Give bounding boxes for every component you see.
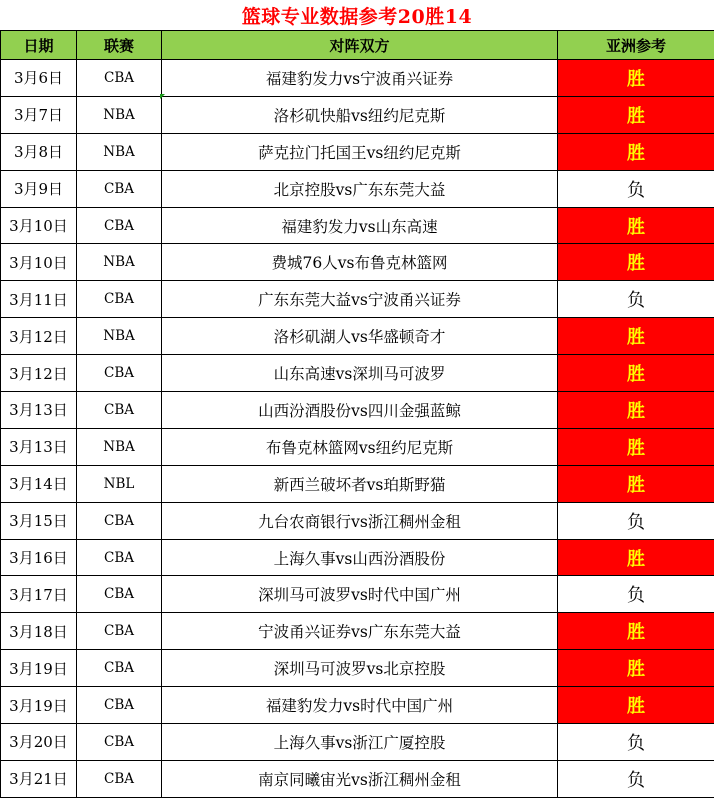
cell-match: 深圳马可波罗vs北京控股 bbox=[162, 650, 558, 687]
cell-league: CBA bbox=[77, 576, 162, 613]
cell-result: 负 bbox=[558, 576, 714, 613]
cell-result: 负 bbox=[558, 502, 714, 539]
cell-result: 胜 bbox=[558, 133, 714, 170]
cell-match: 福建豹发力vs宁波甬兴证券 bbox=[162, 60, 558, 97]
table-row bbox=[1, 170, 714, 207]
table-body bbox=[1, 60, 714, 798]
cell-date: 3月11日 bbox=[1, 281, 77, 318]
cell-date: 3月18日 bbox=[1, 613, 77, 650]
cell-match: 洛杉矶快船vs纽约尼克斯 bbox=[162, 96, 558, 133]
table-row bbox=[1, 687, 714, 724]
cell-match: 洛杉矶湖人vs华盛顿奇才 bbox=[162, 318, 558, 355]
cell-result: 胜 bbox=[558, 318, 714, 355]
cell-date: 3月19日 bbox=[1, 650, 77, 687]
cell-date: 3月10日 bbox=[1, 244, 77, 281]
cell-league: CBA bbox=[77, 539, 162, 576]
cell-date: 3月9日 bbox=[1, 170, 77, 207]
cell-league: CBA bbox=[77, 724, 162, 761]
cell-date: 3月13日 bbox=[1, 392, 77, 429]
table-row bbox=[1, 355, 714, 392]
cell-league: CBA bbox=[77, 60, 162, 97]
cell-league: CBA bbox=[77, 355, 162, 392]
table-row bbox=[1, 133, 714, 170]
header-row bbox=[1, 31, 714, 60]
cell-league: NBA bbox=[77, 428, 162, 465]
table-row bbox=[1, 281, 714, 318]
cell-date: 3月14日 bbox=[1, 465, 77, 502]
cell-league: CBA bbox=[77, 502, 162, 539]
cell-date: 3月17日 bbox=[1, 576, 77, 613]
cell-result: 负 bbox=[558, 170, 714, 207]
cell-date: 3月7日 bbox=[1, 96, 77, 133]
cell-match: 九台农商银行vs浙江稠州金租 bbox=[162, 502, 558, 539]
table-row bbox=[1, 96, 714, 133]
cell-match: 山东高速vs深圳马可波罗 bbox=[162, 355, 558, 392]
cell-league: CBA bbox=[77, 392, 162, 429]
cell-match: 新西兰破坏者vs珀斯野猫 bbox=[162, 465, 558, 502]
header-league: 联赛 bbox=[77, 31, 162, 60]
table-row bbox=[1, 502, 714, 539]
table-row bbox=[1, 760, 714, 797]
cell-match: 深圳马可波罗vs时代中国广州 bbox=[162, 576, 558, 613]
cell-comment-marker bbox=[160, 94, 165, 99]
cell-league: NBA bbox=[77, 96, 162, 133]
table-row bbox=[1, 392, 714, 429]
table-row bbox=[1, 318, 714, 355]
cell-match: 北京控股vs广东东莞大益 bbox=[162, 170, 558, 207]
cell-league: CBA bbox=[77, 613, 162, 650]
results-table bbox=[0, 30, 714, 798]
table-row bbox=[1, 207, 714, 244]
cell-result: 胜 bbox=[558, 96, 714, 133]
table-row bbox=[1, 244, 714, 281]
table-header bbox=[1, 31, 714, 60]
cell-match: 费城76人vs布鲁克林篮网 bbox=[162, 244, 558, 281]
cell-league: CBA bbox=[77, 687, 162, 724]
cell-match: 南京同曦宙光vs浙江稠州金租 bbox=[162, 760, 558, 797]
cell-result: 胜 bbox=[558, 60, 714, 97]
cell-match: 上海久事vs山西汾酒股份 bbox=[162, 539, 558, 576]
header-ref: 亚洲参考 bbox=[558, 31, 714, 60]
cell-result: 负 bbox=[558, 281, 714, 318]
cell-result: 胜 bbox=[558, 428, 714, 465]
cell-date: 3月12日 bbox=[1, 318, 77, 355]
cell-result: 胜 bbox=[558, 392, 714, 429]
table-row bbox=[1, 576, 714, 613]
cell-date: 3月20日 bbox=[1, 724, 77, 761]
cell-result: 胜 bbox=[558, 650, 714, 687]
cell-result: 胜 bbox=[558, 613, 714, 650]
cell-league: CBA bbox=[77, 170, 162, 207]
cell-date: 3月12日 bbox=[1, 355, 77, 392]
cell-league: CBA bbox=[77, 760, 162, 797]
cell-match: 宁波甬兴证券vs广东东莞大益 bbox=[162, 613, 558, 650]
table-row bbox=[1, 613, 714, 650]
cell-match: 广东东莞大益vs宁波甬兴证券 bbox=[162, 281, 558, 318]
cell-date: 3月8日 bbox=[1, 133, 77, 170]
cell-result: 胜 bbox=[558, 687, 714, 724]
cell-league: CBA bbox=[77, 650, 162, 687]
cell-result: 胜 bbox=[558, 207, 714, 244]
table-row bbox=[1, 724, 714, 761]
cell-result: 负 bbox=[558, 760, 714, 797]
cell-league: CBA bbox=[77, 281, 162, 318]
cell-match: 福建豹发力vs山东高速 bbox=[162, 207, 558, 244]
cell-league: NBA bbox=[77, 133, 162, 170]
cell-league: NBL bbox=[77, 465, 162, 502]
cell-result: 胜 bbox=[558, 539, 714, 576]
cell-result: 负 bbox=[558, 724, 714, 761]
cell-match: 上海久事vs浙江广厦控股 bbox=[162, 724, 558, 761]
cell-date: 3月13日 bbox=[1, 428, 77, 465]
sheet-title: 篮球专业数据参考20胜14 bbox=[0, 0, 714, 30]
cell-result: 胜 bbox=[558, 244, 714, 281]
table-row bbox=[1, 428, 714, 465]
table-row bbox=[1, 60, 714, 97]
cell-date: 3月15日 bbox=[1, 502, 77, 539]
cell-date: 3月6日 bbox=[1, 60, 77, 97]
header-match: 对阵双方 bbox=[162, 31, 558, 60]
cell-league: NBA bbox=[77, 318, 162, 355]
cell-date: 3月19日 bbox=[1, 687, 77, 724]
header-date: 日期 bbox=[1, 31, 77, 60]
cell-date: 3月16日 bbox=[1, 539, 77, 576]
cell-result: 胜 bbox=[558, 465, 714, 502]
cell-date: 3月21日 bbox=[1, 760, 77, 797]
cell-match: 萨克拉门托国王vs纽约尼克斯 bbox=[162, 133, 558, 170]
cell-match: 福建豹发力vs时代中国广州 bbox=[162, 687, 558, 724]
cell-date: 3月10日 bbox=[1, 207, 77, 244]
cell-match: 布鲁克林篮网vs纽约尼克斯 bbox=[162, 428, 558, 465]
cell-match: 山西汾酒股份vs四川金强蓝鲸 bbox=[162, 392, 558, 429]
cell-result: 胜 bbox=[558, 355, 714, 392]
table-row bbox=[1, 539, 714, 576]
table-row bbox=[1, 650, 714, 687]
table-row bbox=[1, 465, 714, 502]
cell-league: NBA bbox=[77, 244, 162, 281]
cell-league: CBA bbox=[77, 207, 162, 244]
